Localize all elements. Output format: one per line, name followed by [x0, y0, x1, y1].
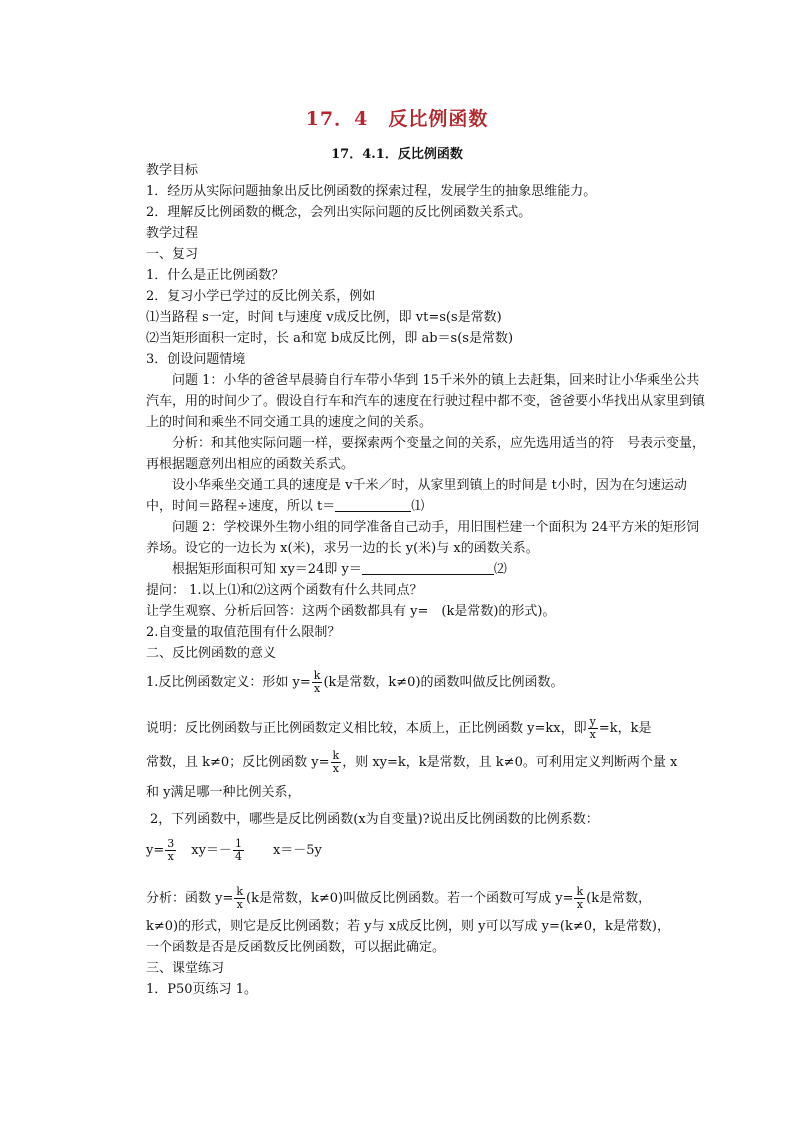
- definition-pre: 1.反比例函数定义：形如 y=: [146, 675, 311, 690]
- explain-mid: =k，k是: [598, 721, 652, 736]
- analysis-2-line-2: k≠0)的形式，则它是反比例函数；若 y与 x成反比例，则 y可以写成 y=(k≠0，k是常数)，: [146, 919, 670, 934]
- fraction-k-over-x-3: $\frac{k}{x}$: [236, 885, 244, 911]
- setup-2: [146, 559, 706, 580]
- explain-line-3: 和 y满足哪一种比例关系，: [146, 785, 301, 800]
- fraction-k-over-x-2: $\frac{k}{x}$: [332, 749, 340, 775]
- setup-2-tag: ⑵: [493, 562, 507, 577]
- question-3: 3．创设问题情境: [146, 352, 246, 367]
- review-heading: 一、复习: [146, 247, 199, 262]
- analysis-2-line-3: 一个函数是否是反函数反比例函数，可以据此确定。: [146, 940, 446, 955]
- setup-1-text: 设小华乘坐交通工具的速度是 v千米／时，从家里到镇上的时间是 t小时，因为在匀速运动中，时间＝路程÷速度，所以 t＝: [146, 478, 687, 514]
- analysis-2-pre: 分析：函数 y=: [146, 891, 234, 906]
- goals-heading: 教学目标: [146, 163, 199, 178]
- question-2a: ⑴当路程 s一定，时间 t与速度 v成反比例，即 vt=s(s是常数): [146, 310, 502, 325]
- prompt-1: [146, 580, 706, 601]
- function-3: x＝－5y: [272, 843, 322, 858]
- analysis-1: 分析：和其他实际问题一样，要探索两个变量之间的关系，应先选用适当的符 号表示变量，再根据题意列出相应的函数关系式。: [146, 436, 706, 472]
- function-1-pre: y=: [146, 843, 165, 858]
- explain2-pre: 常数，且 k≠0；反比例函数 y=: [146, 755, 330, 770]
- explain-line-1: [146, 712, 706, 746]
- prompt-label: 提问：: [146, 583, 186, 598]
- problem-1: 问题 1：小华的爸爸早晨骑自行车带小华到 15千米外的镇上去赶集，回来时让小华乘坐公共汽车，用的时间少了。假设自行车和汽车的速度在行驶过程中都不变，爸爸要小华找出从家里到镇上的时间和乘坐不同交通工具的速度之间的关系。: [146, 373, 706, 430]
- fraction-k-over-x-4: $\frac{k}{x}$: [576, 885, 584, 911]
- fraction-y-over-x: $\frac{y}{x}$: [589, 715, 596, 741]
- fraction-3-over-x: $\frac{3}{x}$: [167, 837, 175, 863]
- setup-1-tag: ⑴: [411, 499, 425, 514]
- fraction-k-over-x: $\frac{k}{x}$: [313, 669, 321, 695]
- definition-line: [146, 666, 706, 700]
- analysis-2-post: (k是常数，: [586, 891, 652, 906]
- prompt-2: 2.自变量的取值范围有什么限制？: [146, 625, 341, 640]
- practice-1: 1．P50页练习 1。: [146, 982, 257, 997]
- example-functions: [146, 834, 706, 868]
- practice-heading: 三、课堂练习: [146, 961, 225, 976]
- answer-blank-1: [335, 497, 411, 512]
- problem-2: 问题 2：学校课外生物小组的同学准备自己动手，用旧围栏建一个面积为 24平方米的矩形饲养场。设它的一边长为 x(米)，求另一边的长 y(米)与 x的函数关系。: [146, 520, 700, 556]
- explain2-post: ，则 xy=k，k是常数，且 k≠0。可利用定义判断两个量 x: [342, 755, 678, 770]
- observe-line: 让学生观察、分析后回答：这两个函数都具有 y= (k是常数)的形式)。: [146, 604, 556, 619]
- page-title: 17．4 反比例函数: [305, 108, 489, 130]
- explain-pre: 说明：反比例函数与正比例函数定义相比较，本质上，正比例函数 y=kx，即: [146, 721, 587, 736]
- question-2: 2．复习小学已学过的反比例关系，例如: [146, 289, 376, 304]
- analysis-2-line-1: [146, 882, 706, 916]
- example-2: 2，下列函数中，哪些是反比例函数(x为自变量)?说出反比例函数的比例系数：: [150, 812, 599, 827]
- prompt-1-text: 1.以上⑴和⑵这两个函数有什么共同点？: [189, 583, 423, 598]
- process-heading: 教学过程: [146, 226, 199, 241]
- setup-1: [146, 475, 706, 517]
- goal-1: 1．经历从实际问题抽象出反比例函数的探索过程，发展学生的抽象思维能力。: [146, 184, 597, 199]
- definition-post: (k是常数，k≠0)的函数叫做反比例函数。: [323, 675, 564, 690]
- fraction-1-over-4: $\frac{1}{4}$: [234, 837, 242, 863]
- explain-line-2: [146, 746, 706, 780]
- function-2-pre: xy＝－: [191, 843, 232, 858]
- answer-blank-2: [362, 560, 494, 575]
- document-body: [146, 160, 706, 1000]
- analysis-2-mid: (k是常数，k≠0)叫做反比例函数。若一个函数可写成 y=: [246, 891, 574, 906]
- setup-2-text: 根据矩形面积可知 xy＝24即 y＝: [172, 562, 362, 577]
- question-2b: ⑵当矩形面积一定时，长 a和宽 b成反比例，即 ab＝s(s是常数): [146, 331, 514, 346]
- goal-2: 2．理解反比例函数的概念，会列出实际问题的反比例函数关系式。: [146, 205, 532, 220]
- meaning-heading: 二、反比例函数的意义: [146, 646, 277, 661]
- page-subtitle: 17．4.1．反比例函数: [331, 147, 463, 162]
- question-1: 1．什么是正比例函数？: [146, 268, 285, 283]
